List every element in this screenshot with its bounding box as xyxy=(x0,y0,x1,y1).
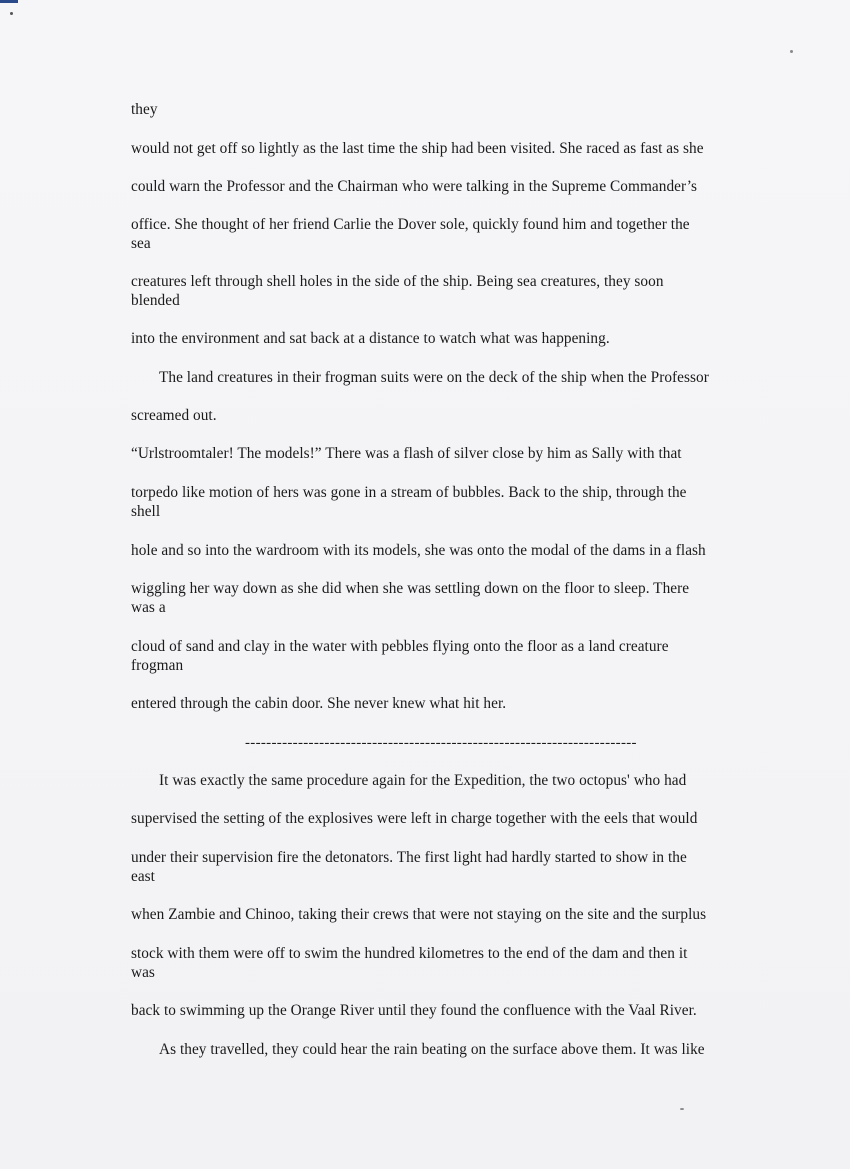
text-line: As they travelled, they could hear the rain beating on the surface above them. It was like xyxy=(159,1041,705,1058)
text-line: “Urlstroomtaler! The models!” There was a flash of silver close by him as Sally with that xyxy=(131,445,682,462)
corner-mark xyxy=(0,0,18,3)
text-line: blended xyxy=(131,292,180,309)
text-line: torpedo like motion of hers was gone in a stream of bubbles. Back to the ship, through the xyxy=(131,484,687,501)
text-line: cloud of sand and clay in the water with pebbles flying onto the floor as a land creature xyxy=(131,638,669,655)
text-line: stock with them were off to swim the hundred kilometres to the end of the dam and then it xyxy=(131,945,688,962)
text-line: screamed out. xyxy=(131,407,217,424)
text-line: was xyxy=(131,964,155,981)
text-line: when Zambie and Chinoo, taking their crews that were not staying on the site and the surplus xyxy=(131,906,707,923)
text-line: back to swimming up the Orange River until they found the confluence with the Vaal River. xyxy=(131,1002,697,1019)
text-line: was a xyxy=(131,599,166,616)
paper-speck xyxy=(790,50,793,53)
text-line: east xyxy=(131,868,155,885)
text-line: under their supervision fire the detonators. The first light had hardly started to show in the xyxy=(131,849,687,866)
text-line: entered through the cabin door. She never knew what hit her. xyxy=(131,695,507,712)
section-divider: -------------------------------------------------------------------------- xyxy=(245,735,637,751)
text-line: would not get off so lightly as the last time the ship had been visited. She raced as fast as she xyxy=(131,140,704,157)
text-line: could warn the Professor and the Chairman who were talking in the Supreme Commander’s xyxy=(131,178,697,195)
text-line: sea xyxy=(131,235,151,252)
paper-speck xyxy=(680,1108,684,1110)
text-line: shell xyxy=(131,503,161,520)
text-line: supervised the setting of the explosives were left in charge together with the eels that would xyxy=(131,810,698,827)
text-line: they xyxy=(131,101,158,118)
text-line: The land creatures in their frogman suits were on the deck of the ship when the Professor xyxy=(159,369,709,386)
text-line: frogman xyxy=(131,657,184,674)
text-line: It was exactly the same procedure again for the Expedition, the two octopus' who had xyxy=(159,772,687,789)
text-line: hole and so into the wardroom with its models, she was onto the modal of the dams in a flash xyxy=(131,542,706,559)
corner-dot xyxy=(10,12,13,15)
text-line: wiggling her way down as she did when she was settling down on the floor to sleep. There xyxy=(131,580,690,597)
text-line: office. She thought of her friend Carlie the Dover sole, quickly found him and together the xyxy=(131,216,690,233)
text-line: into the environment and sat back at a distance to watch what was happening. xyxy=(131,330,610,347)
text-line: creatures left through shell holes in the side of the ship. Being sea creatures, they soon xyxy=(131,273,664,290)
